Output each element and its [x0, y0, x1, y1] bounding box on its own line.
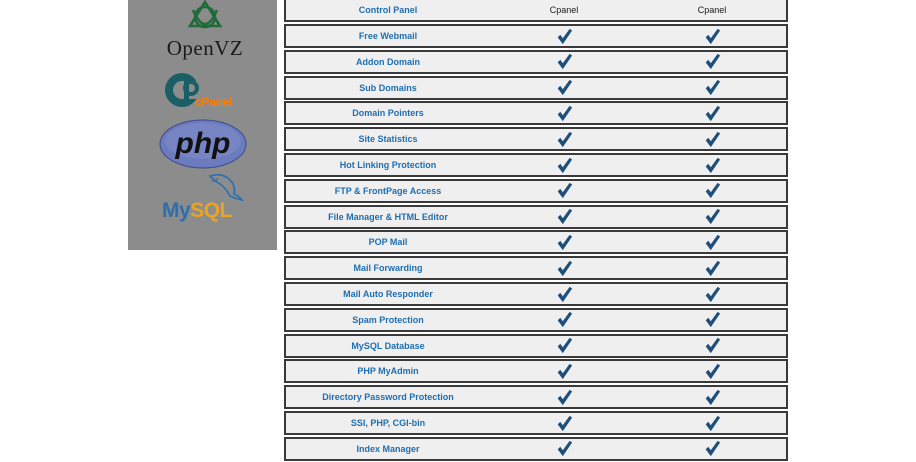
check-icon	[556, 157, 573, 174]
mysql-sql-text: SQL	[190, 199, 232, 222]
php-emblem-icon	[159, 119, 247, 169]
dolphin-icon	[160, 172, 250, 202]
col1-cell	[490, 258, 638, 278]
feature-cell	[286, 310, 490, 330]
feature-cell	[286, 52, 490, 72]
feature-cell	[286, 129, 490, 149]
col2-cell	[638, 284, 786, 304]
feature-label: Addon Domain	[356, 56, 420, 67]
check-icon	[704, 337, 721, 354]
col1-cell	[490, 52, 638, 72]
check-icon	[704, 157, 721, 174]
check-icon	[704, 440, 721, 457]
col1-cell	[490, 129, 638, 149]
col1-cell	[490, 78, 638, 98]
col2-cell	[638, 336, 786, 356]
check-icon	[704, 363, 721, 380]
col2-cell	[638, 155, 786, 175]
header-col1-cell	[490, 0, 638, 20]
check-icon	[704, 311, 721, 328]
col1-cell	[490, 26, 638, 46]
col1-cell	[490, 310, 638, 330]
feature-cell	[286, 258, 490, 278]
table-row	[284, 308, 788, 332]
col2-cell	[638, 103, 786, 123]
feature-cell	[286, 413, 490, 433]
table-header-row	[284, 0, 788, 22]
feature-label: Free Webmail	[358, 31, 418, 41]
check-icon	[556, 286, 573, 303]
table-row	[284, 256, 788, 280]
feature-label: FTP & FrontPage Access	[334, 185, 442, 196]
check-icon	[556, 415, 573, 432]
check-icon	[556, 311, 573, 328]
check-icon	[704, 79, 721, 96]
col2-cell	[638, 232, 786, 252]
feature-label: PHP MyAdmin	[357, 366, 419, 377]
feature-label: Domain Pointers	[352, 108, 424, 119]
check-icon	[556, 79, 573, 96]
feature-label: Hot Linking Protection	[339, 160, 437, 170]
check-icon	[704, 53, 721, 70]
mysql-logo	[160, 172, 250, 224]
check-icon	[556, 105, 573, 122]
table-row	[284, 76, 788, 100]
feature-cell	[286, 103, 490, 123]
col2-cell	[638, 361, 786, 381]
openvz-logo	[160, 0, 250, 62]
table-row	[284, 24, 788, 48]
header-feature-label: Control Panel	[358, 5, 418, 15]
feature-label: Mail Forwarding	[353, 263, 423, 274]
col1-cell	[490, 207, 638, 227]
feature-table	[284, 0, 788, 462]
check-icon	[704, 182, 721, 199]
feature-label: Site Statistics	[358, 134, 418, 145]
feature-cell	[286, 232, 490, 252]
check-icon	[704, 208, 721, 225]
openvz-logo-text: OpenVZ	[166, 36, 244, 60]
col2-cell	[638, 207, 786, 227]
mysql-logo-text	[162, 199, 232, 223]
check-icon	[556, 131, 573, 148]
col1-cell	[490, 232, 638, 252]
php-logo	[159, 119, 247, 169]
feature-cell	[286, 26, 490, 46]
col1-cell	[490, 361, 638, 381]
feature-label: POP Mail	[368, 237, 408, 248]
feature-cell	[286, 207, 490, 227]
feature-label: Mail Auto Responder	[343, 289, 433, 299]
col1-cell	[490, 387, 638, 407]
feature-label: File Manager & HTML Editor	[328, 211, 448, 222]
check-icon	[704, 415, 721, 432]
table-row	[284, 153, 788, 177]
feature-cell	[286, 387, 490, 407]
check-icon	[556, 234, 573, 251]
feature-cell	[286, 78, 490, 98]
col2-cell	[638, 26, 786, 46]
openvz-emblem-icon	[160, 0, 250, 36]
table-row	[284, 437, 788, 461]
check-icon	[704, 389, 721, 406]
check-icon	[704, 105, 721, 122]
table-row	[284, 101, 788, 125]
check-icon	[704, 131, 721, 148]
feature-cell	[286, 336, 490, 356]
header-col2-label: Cpanel	[697, 5, 727, 15]
col2-cell	[638, 387, 786, 407]
col2-cell	[638, 258, 786, 278]
feature-label: Index Manager	[356, 443, 420, 454]
col1-cell	[490, 155, 638, 175]
col2-cell	[638, 413, 786, 433]
header-col1-label: Cpanel	[549, 5, 579, 15]
col2-cell	[638, 129, 786, 149]
check-icon	[704, 28, 721, 45]
feature-cell	[286, 439, 490, 459]
check-icon	[704, 286, 721, 303]
col1-cell	[490, 439, 638, 459]
header-col2-cell	[638, 0, 786, 20]
col2-cell	[638, 310, 786, 330]
php-logo-text: php	[175, 127, 231, 160]
check-icon	[556, 363, 573, 380]
col2-cell	[638, 78, 786, 98]
check-icon	[556, 53, 573, 70]
col2-cell	[638, 52, 786, 72]
feature-label: Sub Domains	[359, 82, 417, 93]
check-icon	[556, 389, 573, 406]
feature-label: Directory Password Protection	[322, 392, 454, 403]
check-icon	[556, 208, 573, 225]
cpanel-logo-text: cPanel	[195, 95, 232, 109]
mysql-my-text: My	[162, 199, 191, 222]
table-row	[284, 385, 788, 409]
table-row	[284, 127, 788, 151]
check-icon	[704, 260, 721, 277]
check-icon	[556, 28, 573, 45]
table-row	[284, 230, 788, 254]
check-icon	[556, 182, 573, 199]
check-icon	[556, 260, 573, 277]
check-icon	[556, 337, 573, 354]
table-row	[284, 50, 788, 74]
col1-cell	[490, 336, 638, 356]
table-row	[284, 411, 788, 435]
check-icon	[704, 234, 721, 251]
col2-cell	[638, 181, 786, 201]
table-row	[284, 334, 788, 358]
col1-cell	[490, 103, 638, 123]
feature-cell	[286, 284, 490, 304]
col2-cell	[638, 439, 786, 459]
feature-label: Spam Protection	[352, 314, 424, 325]
header-feature-cell	[286, 0, 490, 20]
feature-label: MySQL Database	[351, 340, 425, 351]
logo-sidebar	[128, 0, 277, 250]
feature-cell	[286, 181, 490, 201]
table-row	[284, 282, 788, 306]
feature-cell	[286, 361, 490, 381]
table-row	[284, 179, 788, 203]
feature-label: SSI, PHP, CGI-bin	[350, 418, 426, 428]
col1-cell	[490, 284, 638, 304]
table-row	[284, 205, 788, 229]
table-row	[284, 359, 788, 383]
check-icon	[556, 440, 573, 457]
feature-cell	[286, 155, 490, 175]
cpanel-logo	[162, 70, 242, 110]
col1-cell	[490, 181, 638, 201]
col1-cell	[490, 413, 638, 433]
